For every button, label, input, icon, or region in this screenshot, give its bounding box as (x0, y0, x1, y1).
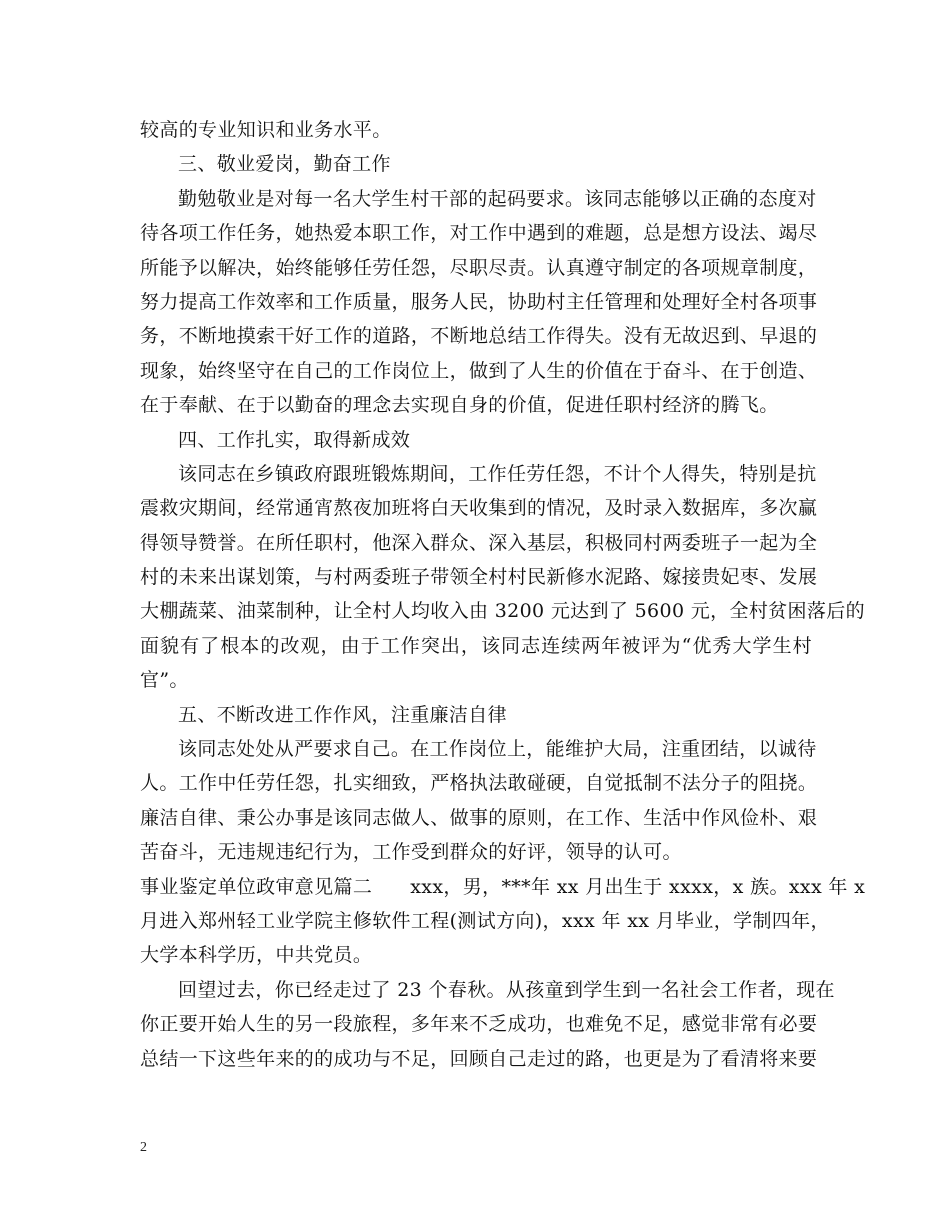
paragraph-line: 苦奋斗，无违规违纪行为，工作受到群众的好评，领导的认可。 (140, 841, 682, 864)
paragraph-line: 你正要开始人生的另一段旅程，多年来不乏成功，也难免不足，感觉非常有必要 (140, 1013, 818, 1036)
paragraph-line: 回望过去，你已经走过了 23 个春秋。从孩童到学生到一名社会工作者，现在 (178, 978, 835, 1001)
paragraph-line: 该同志在乡镇政府跟班锻炼期间，工作任劳任怨，不计个人得失，特别是抗 (178, 462, 817, 485)
part-two-heading: 事业鉴定单位政审意见篇二 (140, 875, 373, 898)
heading-line (140, 870, 866, 904)
paragraph-line: 努力提高工作效率和工作质量，服务人民，协助村主任管理和处理好全村各项事 (140, 290, 818, 313)
paragraph-line: 较高的专业知识和业务水平。 (140, 119, 392, 141)
paragraph-line: 人。工作中任劳任怨，扎实细致，严格执法敢碰硬，自觉抵制不法分子的阻挠。 (140, 772, 818, 795)
paragraph-line: 待各项工作任务，她热爱本职工作，对工作中遇到的难题，总是想方设法、竭尽 (140, 222, 818, 245)
paragraph-line: 所能予以解决，始终能够任劳任怨，尽职尽责。认真遵守制定的各项规章制度， (140, 256, 818, 279)
section-heading-4: 四、工作扎实，取得新成效 (178, 428, 411, 451)
paragraph-line: 总结一下这些年来的的成功与不足，回顾自己走过的路，也更是为了看清将来要 (140, 1047, 818, 1070)
paragraph-line: 官”。 (140, 669, 189, 692)
paragraph-line: 得领导赞誉。在所任职村，他深入群众、深入基层，积极同村两委班子一起为全 (140, 531, 818, 554)
paragraph-line: 现象，始终坚守在自己的工作岗位上，做到了人生的价值在于奋斗、在于创造、 (140, 359, 818, 382)
paragraph-line: 大棚蔬菜、油菜制种，让全村人均收入由 3200 元达到了 5600 元，全村贫困落后的 (140, 600, 865, 623)
paragraph-line: 该同志处处从严要求自己。在工作岗位上，能维护大局，注重团结，以诚待 (178, 738, 817, 761)
body-text (140, 113, 866, 1076)
page-number: 2 (140, 1140, 147, 1155)
paragraph-line: 月进入郑州轻工业学院主修软件工程(测试方向)，xxx 年 xx 月毕业，学制四年， (140, 909, 830, 932)
paragraph-line-text: xxx，男，***年 xx 月出生于 xxxx，x 族。xxx 年 x (410, 875, 866, 898)
paragraph-line: 勤勉敬业是对每一名大学生村干部的起码要求。该同志能够以正确的态度对 (178, 187, 817, 210)
section-heading-5: 五、不断改进工作作风，注重廉洁自律 (178, 703, 507, 726)
paragraph-line: 在于奉献、在于以勤奋的理念去实现自身的价值，促进任职村经济的腾飞。 (140, 394, 779, 417)
paragraph-line: 大学本科学历，中共党员。 (140, 944, 373, 967)
paragraph-line: 震救灾期间，经常通宵熬夜加班将白天收集到的情况，及时录入数据库，多次赢 (140, 497, 818, 520)
paragraph-line: 面貌有了根本的改观，由于工作突出，该同志连续两年被评为“优秀大学生村 (140, 634, 812, 657)
paragraph-line: 村的未来出谋划策，与村两委班子带领全村村民新修水泥路、嫁接贵妃枣、发展 (140, 566, 818, 589)
paragraph-line: 廉洁自律、秉公办事是该同志做人、做事的原则，在工作、生活中作风俭朴、艰 (140, 806, 818, 829)
section-heading-3: 三、敬业爱岗，勤奋工作 (178, 153, 391, 176)
paragraph-line: 务，不断地摸索干好工作的道路，不断地总结工作得失。没有无故迟到、早退的 (140, 325, 818, 348)
